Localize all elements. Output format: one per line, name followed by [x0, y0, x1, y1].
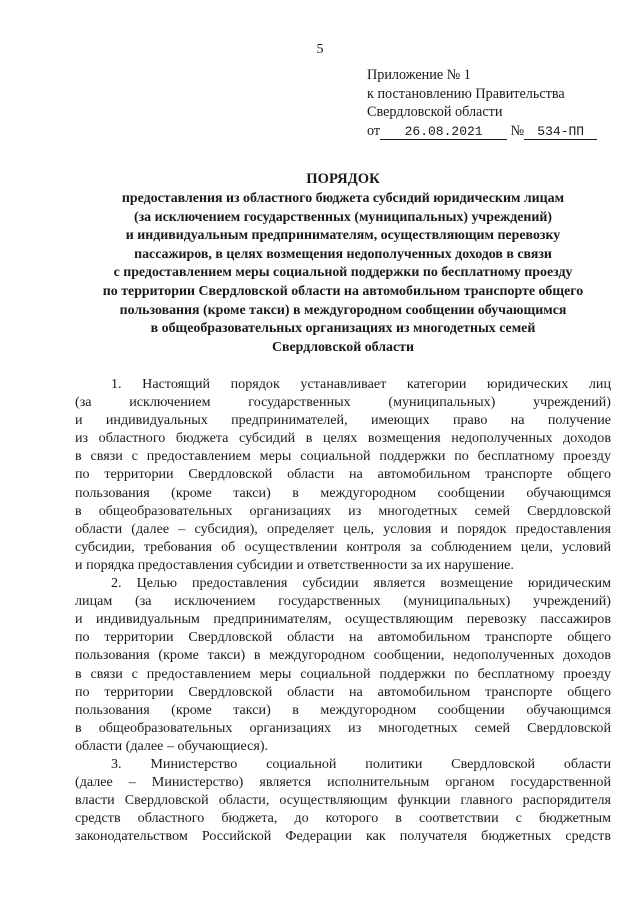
appendix-resolution-line: к постановлению Правительства: [367, 85, 565, 102]
paragraph-line: законодательством Российской Федерации как получателя бюджетных средств: [75, 828, 611, 845]
paragraph-line: 1. Настоящий порядок устанавливает категории юридических лиц: [111, 376, 611, 392]
document-subtitle: [75, 190, 611, 357]
resolution-date: 26.08.2021: [380, 124, 507, 140]
paragraph-line: области (далее – обучающиеся).: [75, 737, 269, 754]
appendix-title: Приложение № 1: [367, 67, 471, 83]
paragraph-line: 3. Министерство социальной политики Свердловской области: [111, 755, 611, 772]
page-number: 5: [316, 42, 324, 57]
appendix-block: [367, 66, 617, 140]
paragraph-3: [75, 755, 611, 845]
paragraph-line: субсидии, требования об осуществлении контроля за соблюдением цели, условий: [75, 538, 611, 555]
subtitle-line: пользования (кроме такси) в междугородном сообщении обучающимся: [119, 302, 567, 318]
subtitle-line: по территории Свердловской области на автомобильном транспорте общего: [102, 283, 584, 299]
paragraph-line: и индивидуальным предпринимателям, осуществляющим перевозку пассажиров: [75, 611, 611, 628]
subtitle-line: (за исключением государственных (муниципальных) учреждений): [133, 209, 553, 225]
paragraph-line: пользования (кроме такси) в междугородном сообщении обучающимся: [75, 484, 611, 501]
paragraph-line: 2. Целью предоставления субсидии является возмещение юридическим: [111, 575, 611, 592]
paragraph-line: в связи с предоставлением меры социальной поддержки по бесплатному проезду: [75, 448, 611, 465]
subtitle-line: и индивидуальным предпринимателям, осуществляющим перевозку: [125, 228, 561, 244]
paragraph-line: и индивидуальных предпринимателей, имеющих право на получение: [75, 412, 611, 429]
document-body: [75, 375, 611, 845]
paragraph-line: в связи с предоставлением меры социальной поддержки по бесплатному проезду: [75, 665, 611, 682]
document-title: ПОРЯДОК: [306, 171, 380, 187]
appendix-date-number-line: [367, 122, 617, 141]
subtitle-line: Свердловской области: [271, 339, 414, 355]
paragraph-line: власти Свердловской области, осуществляющим функции главного распорядителя: [75, 792, 611, 809]
subtitle-line: с предоставлением меры социальной поддержки по бесплатному проезду: [113, 265, 573, 281]
appendix-region-line: Свердловской области: [367, 104, 503, 120]
paragraph-line: из областного бюджета субсидий в целях возмещения недополученных доходов: [75, 430, 611, 447]
paragraph-line: в общеобразовательных организациях из многодетных семей Свердловской: [75, 719, 611, 736]
paragraph-1: [75, 375, 611, 574]
paragraph-line: в общеобразовательных организациях из многодетных семей Свердловской: [75, 502, 611, 519]
number-prefix: №: [510, 122, 525, 139]
resolution-number: 534-ПП: [524, 124, 597, 140]
paragraph-line: средств областного бюджета, до которого в соответствии с бюджетным: [75, 810, 611, 827]
date-prefix: от: [367, 122, 381, 139]
paragraph-line: пользования (кроме такси) в междугородном сообщении обучающимся: [75, 701, 611, 718]
paragraph-line: по территории Свердловской области на автомобильном транспорте общего: [75, 629, 611, 646]
paragraph-line: по территории Свердловской области на автомобильном транспорте общего: [75, 466, 611, 483]
paragraph-2: [75, 574, 611, 755]
paragraph-line: (далее – Министерство) является исполнительным органом государственной: [75, 774, 611, 791]
paragraph-line: области (далее – субсидия), определяет цель, условия и порядок предоставления: [75, 520, 611, 537]
paragraph-line: пользования (кроме такси) в междугородном сообщении, недополученных доходов: [75, 647, 611, 664]
subtitle-line: в общеобразовательных организациях из многодетных семей: [150, 321, 536, 337]
paragraph-line: лицам (за исключением государственных (муниципальных) учреждений): [75, 593, 611, 610]
paragraph-line: и порядка предоставления субсидии и ответственности за их нарушение.: [75, 556, 514, 573]
subtitle-line: пассажиров, в целях возмещения недополученных доходов в связи: [134, 246, 552, 262]
subtitle-line: предоставления из областного бюджета субсидий юридическим лицам: [121, 191, 565, 206]
paragraph-line: (за исключением государственных (муниципальных) учреждений): [75, 394, 611, 411]
paragraph-line: по территории Свердловской области на автомобильном транспорте общего: [75, 683, 611, 700]
